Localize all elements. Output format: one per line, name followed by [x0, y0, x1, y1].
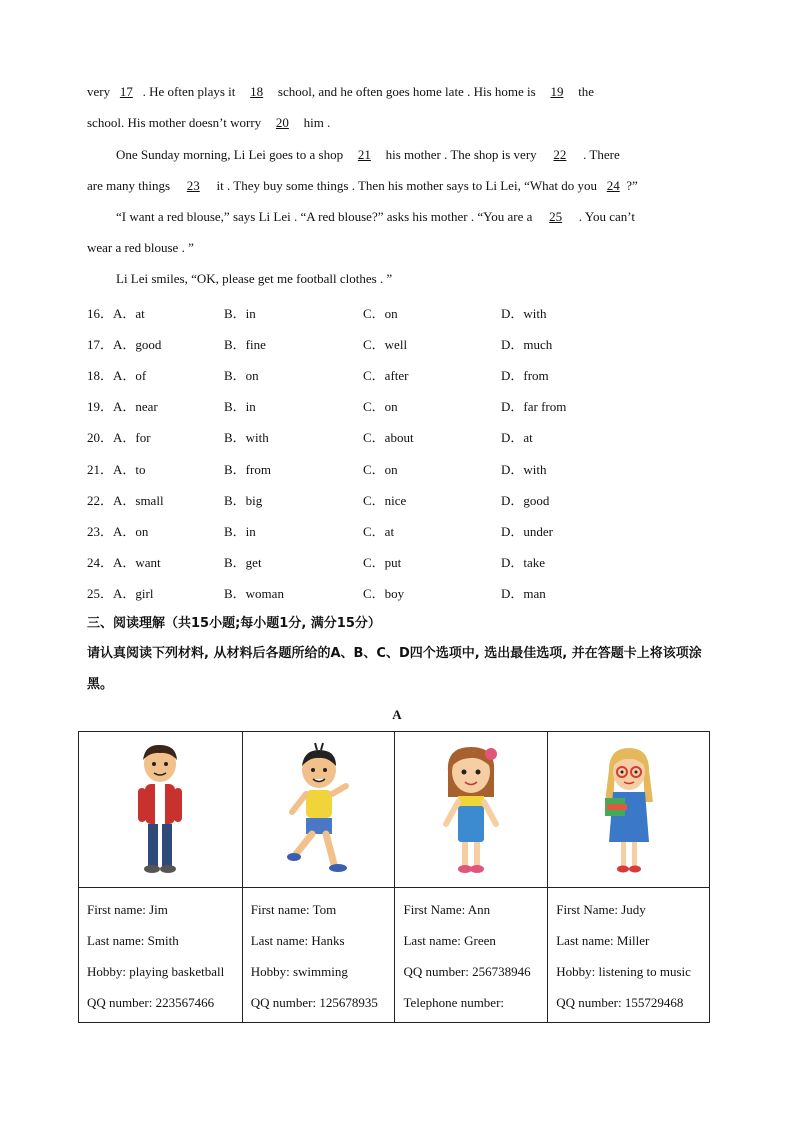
passage-line-2: school. His mother doesn’t worry 20 him .	[87, 115, 331, 130]
passage-line-5: “I want a red blouse,” says Li Lei . “A red blouse?” asks his mother . “You are a 25 . You can’t	[116, 209, 635, 224]
passage-line-1: very 17 . He often plays it 18 school, and he often goes home late . His home is 19 the	[87, 84, 595, 99]
option-row: 24．A．want B．get C．put D．take	[87, 555, 546, 570]
section-instruction: 请认真阅读下列材料, 从材料后各题所给的A、B、C、D四个选项中, 选出最佳选项, 并在答题卡上将该项涂黑。	[87, 646, 702, 692]
blank-17: 17	[119, 84, 133, 99]
option-row: 25．A．girl B．woman C．boy D．man	[87, 586, 546, 601]
picture-cell-ann	[395, 732, 548, 888]
picture-cell-tom	[242, 732, 395, 888]
boy-running-icon	[284, 742, 354, 877]
info-table	[78, 731, 710, 1023]
blank-23: 23	[186, 178, 200, 193]
info-cell-tom: First name: Tom Last name: Hanks Hobby: swimming QQ number: 125678935	[242, 888, 395, 1023]
picture-cell-judy	[548, 732, 710, 888]
blank-25: 25	[549, 209, 563, 224]
option-row: 17．A．good B．fine C．well D．much	[87, 337, 553, 352]
option-row: 23．A．on B．in C．at D．under	[87, 524, 553, 539]
option-row: 22．A．small B．big C．nice D．good	[87, 493, 550, 508]
option-row: 18．A．of B．on C．after D．from	[87, 368, 549, 383]
passage-line-4: are many things 23 it . They buy some things . Then his mother says to Li Lei, “What do you 24 ?”	[87, 178, 638, 193]
blank-19: 19	[550, 84, 564, 99]
picture-cell-jim	[79, 732, 243, 888]
blank-18: 18	[250, 84, 264, 99]
section-title: 三、阅读理解（共15小题;每小题1分, 满分15分）	[87, 616, 381, 631]
passage-label: A	[392, 707, 402, 722]
option-row: 21．A．to B．from C．on D．with	[87, 462, 547, 477]
girl-glasses-books-icon	[599, 742, 659, 877]
blank-21: 21	[357, 147, 371, 162]
option-row: 19．A．near B．in C．on D．far from	[87, 399, 567, 414]
blank-24: 24	[606, 178, 620, 193]
boy-red-jacket-icon	[130, 742, 190, 877]
info-cell-judy: First Name: Judy Last name: Miller Hobby: listening to music QQ number: 155729468	[548, 888, 710, 1023]
blank-20: 20	[275, 115, 289, 130]
option-row: 16．A．at B．in C．on D．with	[87, 306, 547, 321]
girl-overalls-icon	[436, 742, 506, 877]
passage-line-6: wear a red blouse . ”	[87, 240, 194, 255]
blank-22: 22	[553, 147, 567, 162]
info-cell-jim: First name: Jim Last name: Smith Hobby: playing basketball QQ number: 223567466	[79, 888, 243, 1023]
passage-line-7: Li Lei smiles, “OK, please get me football clothes . ”	[116, 271, 393, 286]
passage-line-3: One Sunday morning, Li Lei goes to a shop 21 his mother . The shop is very 22 . There	[116, 147, 620, 162]
info-cell-ann: First Name: Ann Last name: Green QQ number: 256738946 Telephone number:	[395, 888, 548, 1023]
option-row: 20．A．for B．with C．about D．at	[87, 430, 533, 445]
